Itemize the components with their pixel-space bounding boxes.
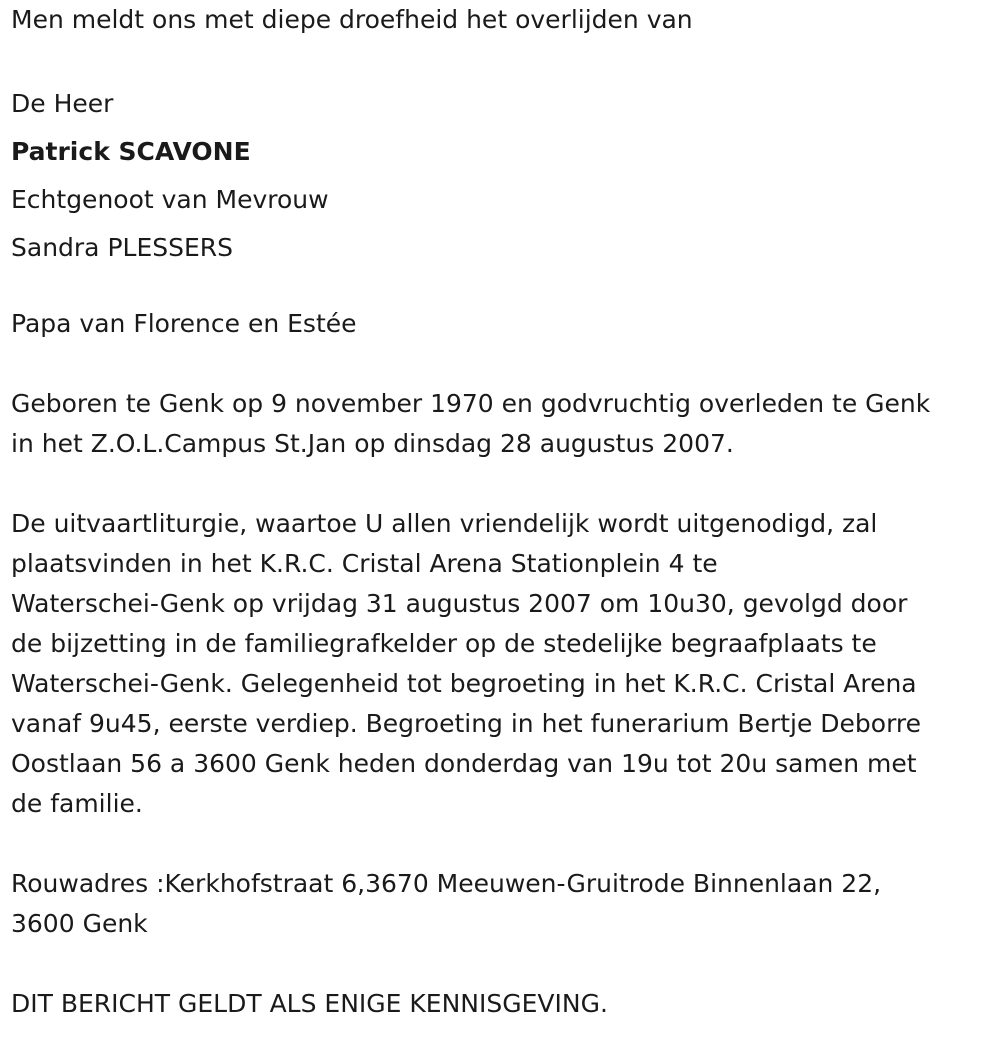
intro-text: Men meldt ons met diepe droefheid het overlijden van <box>11 5 693 34</box>
birth-death-line: in het Z.O.L.Campus St.Jan op dinsdag 28 augustus 2007. <box>11 429 734 458</box>
spacer <box>11 344 991 384</box>
spacer <box>11 272 991 304</box>
funeral-line: Waterschei-Genk op vrijdag 31 augustus 2007 om 10u30, gevolgd door <box>11 589 908 618</box>
obituary-document <box>11 0 991 1024</box>
salutation: De Heer <box>11 89 114 118</box>
birth-death-paragraph <box>11 384 991 464</box>
funeral-line: de bijzetting in de familiegrafkelder op de stedelijke begraafplaats te <box>11 629 877 658</box>
spacer <box>11 464 991 504</box>
spacer <box>11 824 991 864</box>
spouse-line-1: Echtgenoot van Mevrouw <box>11 185 329 214</box>
spouse-line-2: Sandra PLESSERS <box>11 233 234 262</box>
funeral-paragraph <box>11 504 991 824</box>
notice-text: DIT BERICHT GELDT ALS ENIGE KENNISGEVING. <box>11 989 608 1018</box>
funeral-line: plaatsvinden in het K.R.C. Cristal Arena Stationplein 4 te <box>11 549 718 578</box>
funeral-line: de familie. <box>11 789 143 818</box>
address-line: Rouwadres :Kerkhofstraat 6,3670 Meeuwen-Gruitrode Binnenlaan 22, <box>11 869 882 898</box>
children-text: Papa van Florence en Estée <box>11 309 357 338</box>
funeral-line: Waterschei-Genk. Gelegenheid tot begroeting in het K.R.C. Cristal Arena <box>11 669 917 698</box>
spacer <box>11 40 991 80</box>
deceased-name: Patrick SCAVONE <box>11 137 251 166</box>
address-paragraph <box>11 864 991 944</box>
birth-death-line: Geboren te Genk op 9 november 1970 en godvruchtig overleden te Genk <box>11 389 931 418</box>
funeral-line: De uitvaartliturgie, waartoe U allen vriendelijk wordt uitgenodigd, zal <box>11 509 878 538</box>
funeral-line: Oostlaan 56 a 3600 Genk heden donderdag van 19u tot 20u samen met <box>11 749 917 778</box>
spacer <box>11 944 991 984</box>
funeral-line: vanaf 9u45, eerste verdiep. Begroeting in het funerarium Bertje Deborre <box>11 709 922 738</box>
address-line: 3600 Genk <box>11 909 148 938</box>
